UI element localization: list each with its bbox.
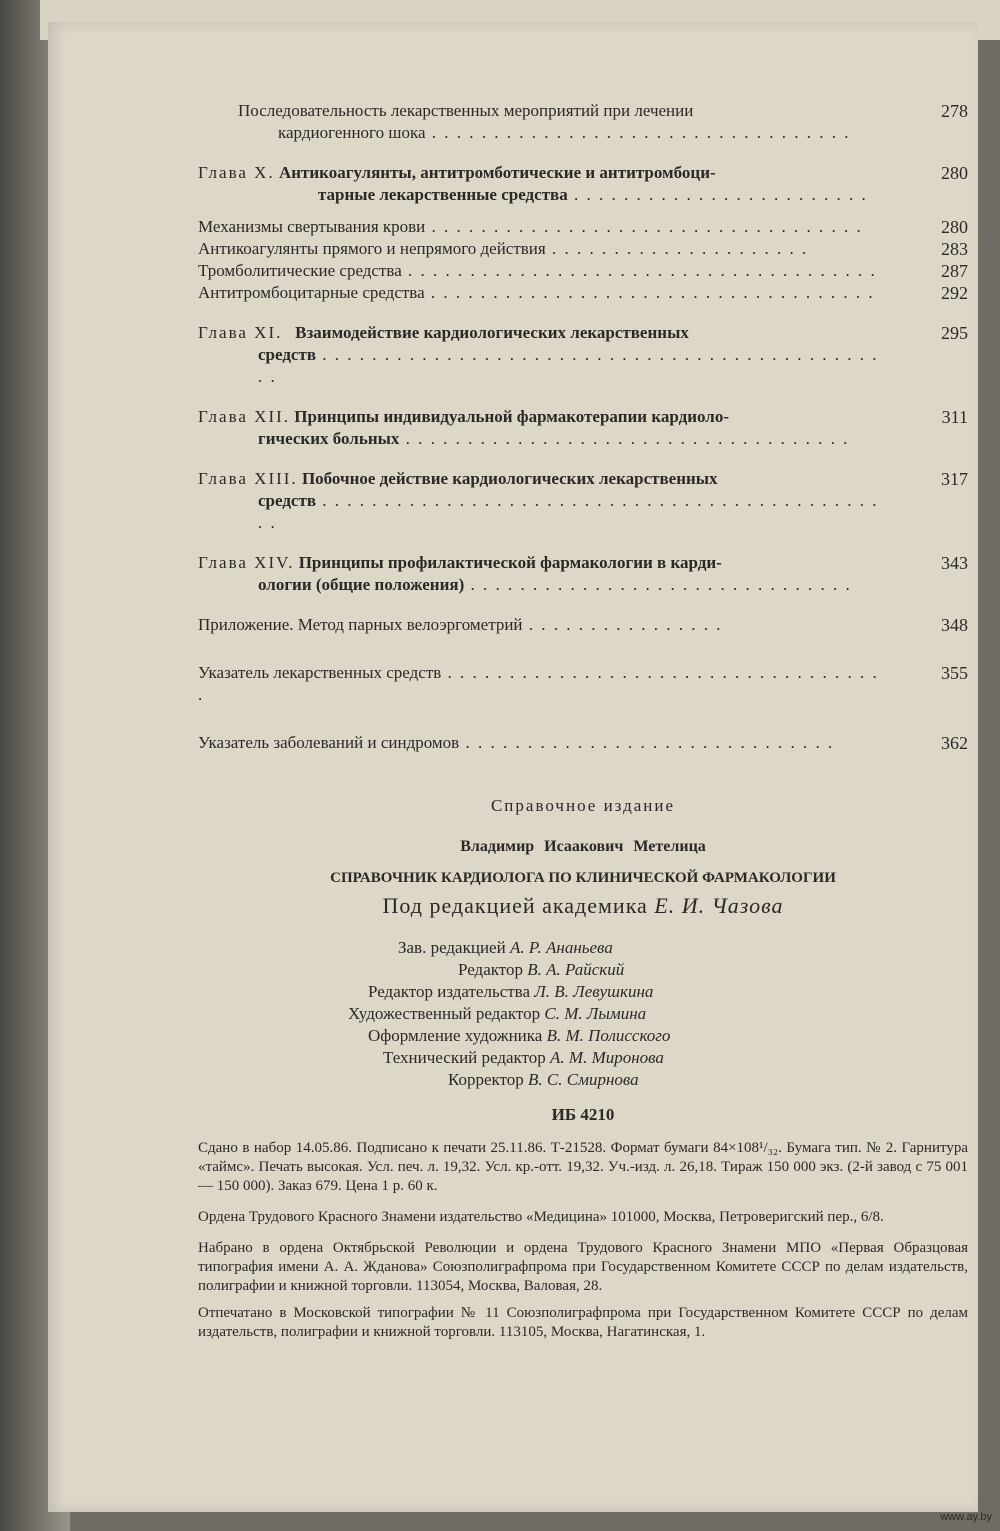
toc-page-number: 355 bbox=[941, 663, 968, 683]
toc-entry-line: Антикоагулянты, антитромботические и антитромбоци- bbox=[278, 163, 716, 182]
imprint bbox=[198, 796, 978, 1342]
toc-entry-line: Побочное действие кардиологических лекарственных bbox=[301, 469, 718, 488]
watermark: www.ay.by bbox=[940, 1511, 992, 1523]
table-of-contents bbox=[198, 100, 978, 754]
editor-name: Е. И. Чазова bbox=[654, 893, 784, 918]
toc-chapter: Глава XII. bbox=[198, 407, 291, 426]
toc-page-number: 280 bbox=[941, 217, 968, 237]
editor-line bbox=[198, 893, 968, 919]
printed-info: Отпечатано в Московской типографии № 11 Союзполиграфпрома при Государственном Комитете СССР по делам издательств, полиграфии и книжной торговли. 113105, Москва, Нагатинская, 1. bbox=[198, 1305, 968, 1340]
credit-line: Редактор издательства Л. В. Левушкина bbox=[368, 982, 654, 1001]
toc-entry-line: гических больных bbox=[258, 429, 400, 448]
ib-number: ИБ 4210 bbox=[551, 1105, 615, 1124]
toc-page-number: 280 bbox=[941, 163, 968, 183]
toc-entry-line: Взаимодействие кардиологических лекарственных bbox=[295, 323, 689, 342]
toc-page-number: 343 bbox=[941, 553, 968, 573]
toc-entry-line: Принципы профилактической фармакологии в карди- bbox=[298, 553, 722, 572]
print-details: Сдано в набор 14.05.86. Подписано к печати 25.11.86. Т-21528. Формат бумаги 84×108¹/₃₂. Бумага тип. № 2. Гарнитура «таймс». Печать высокая. Усл. печ. л. 19,32. Усл. кр.-отт. 19,32. Уч.-изд. л. 26,18. Тираж 150 000 экз. (2-й завод с 75 001 — 150 000). Заказ 679. Цена 1 р. 60 к. bbox=[198, 1140, 968, 1194]
toc-entry-line: средств bbox=[258, 491, 316, 510]
toc-page-number: 283 bbox=[941, 239, 968, 259]
credit-line: Технический редактор А. М. Миронова bbox=[383, 1048, 664, 1067]
toc-entry-line: Приложение. Метод парных велоэргометрий bbox=[198, 615, 523, 634]
credit-line: Оформление художника В. М. Полисского bbox=[368, 1026, 671, 1045]
credit-line: Корректор В. С. Смирнова bbox=[448, 1070, 639, 1089]
toc-entry-line: кардиогенного шока bbox=[278, 123, 426, 142]
toc-entry: Антитромбоцитарные средства . . . . . . . . . . . . . . . . . . . . . . . . . . . . . . . . . . . . 292 bbox=[198, 283, 968, 303]
toc-entry-line: Последовательность лекарственных мероприятий при лечении bbox=[238, 101, 694, 120]
toc-entry-line: средств bbox=[258, 345, 316, 364]
editor-label: Под редакцией академика bbox=[382, 893, 648, 918]
toc-entry: Глава XIII. Побочное действие кардиологических лекарственных средств . . . . . . . . . . . . . . . . . . . . . . . . . . . . . . . . . . . . . . . . . . . . . . . 317 bbox=[198, 469, 968, 532]
toc-chapter: Глава XIII. bbox=[198, 469, 298, 488]
toc-entry: Тромболитические средства . . . . . . . . . . . . . . . . . . . . . . . . . . . . . . . . . . . . . . 287 bbox=[198, 261, 968, 281]
toc-entry-line: Антикоагулянты прямого и непрямого действия bbox=[198, 239, 546, 258]
toc-page-number: 292 bbox=[941, 283, 968, 303]
edition-type: Справочное издание bbox=[490, 796, 676, 815]
toc-chapter: Глава XIV. bbox=[198, 553, 295, 572]
toc-entry: Приложение. Метод парных велоэргометрий . . . . . . . . . . . . . . . . 348 bbox=[198, 615, 968, 635]
page-content bbox=[198, 82, 978, 1342]
toc-page-number: 317 bbox=[941, 469, 968, 489]
toc-page-number: 278 bbox=[941, 101, 968, 121]
book-title: СПРАВОЧНИК КАРДИОЛОГА ПО КЛИНИЧЕСКОЙ ФАРМАКОЛОГИИ bbox=[330, 870, 836, 886]
toc-page-number: 287 bbox=[941, 261, 968, 281]
toc-page-number: 362 bbox=[941, 733, 968, 753]
toc-entry: Глава XIV. Принципы профилактической фармакологии в карди- ологии (общие положения) . . . . . . . . . . . . . . . . . . . . . . . . . . . . . . . 343 bbox=[198, 553, 968, 594]
toc-entry: Антикоагулянты прямого и непрямого действия . . . . . . . . . . . . . . . . . . . . . 283 bbox=[198, 239, 968, 259]
toc-entry-line: Механизмы свертывания крови bbox=[198, 217, 426, 236]
toc-chapter: Глава XI. bbox=[198, 323, 283, 342]
toc-page-number: 311 bbox=[941, 407, 968, 427]
credit-line: Художественный редактор С. М. Лымина bbox=[348, 1004, 647, 1023]
toc-entry-line: Указатель заболеваний и синдромов bbox=[198, 733, 460, 752]
toc-entry: Последовательность лекарственных мероприятий при лечении кардиогенного шока . . . . . . . . . . . . . . . . . . . . . . . . . . . . . . . . . . 278 bbox=[198, 100, 968, 144]
toc-chapter: Глава X. bbox=[198, 163, 275, 182]
toc-entry: Глава X. Антикоагулянты, антитромботические и антитромбоци- тарные лекарственные средства . . . . . . . . . . . . . . . . . . . . . . . . 280 bbox=[198, 163, 968, 204]
toc-entry: Механизмы свертывания крови . . . . . . . . . . . . . . . . . . . . . . . . . . . . . . . . . . . 280 bbox=[198, 217, 968, 237]
toc-page-number: 295 bbox=[941, 323, 968, 343]
credits bbox=[198, 937, 978, 1091]
toc-entry: Указатель лекарственных средств . . . . . . . . . . . . . . . . . . . . . . . . . . . . . . . . . . . . 355 bbox=[198, 663, 968, 704]
typeset-info: Набрано в ордена Октябрьской Революции и ордена Трудового Красного Знамени МПО «Первая Образцовая типография имени А. А. Жданова» Союзполиграфпрома при Государственном Комитете СССР по делам издательств, полиграфии и книжной торговли. 113054, Москва, Валовая, 28. bbox=[198, 1240, 968, 1294]
toc-entry-line: тарные лекарственные средства bbox=[318, 185, 568, 204]
toc-entry-line: Антитромбоцитарные средства bbox=[198, 283, 425, 302]
toc-entry-line: Указатель лекарственных средств bbox=[198, 663, 442, 682]
toc-entry-line: ологии (общие положения) bbox=[258, 575, 465, 594]
credit-line: Зав. редакцией А. Р. Ананьева bbox=[398, 938, 613, 957]
toc-entry-line: Принципы индивидуальной фармакотерапии кардиоло- bbox=[294, 407, 729, 426]
author: Владимир Исаакович Метелица bbox=[460, 838, 706, 855]
toc-entry-line: Тромболитические средства bbox=[198, 261, 402, 280]
toc-entry: Глава XI. Взаимодействие кардиологических лекарственных средств . . . . . . . . . . . . . . . . . . . . . . . . . . . . . . . . . . . . . . . . . . . . . . . 295 bbox=[198, 323, 968, 386]
toc-page-number: 348 bbox=[941, 615, 968, 635]
credit-line: Редактор В. А. Райский bbox=[458, 960, 625, 979]
toc-entry: Указатель заболеваний и синдромов . . . . . . . . . . . . . . . . . . . . . . . . . . . . . . 362 bbox=[198, 733, 968, 753]
book-page bbox=[48, 22, 978, 1512]
toc-entry: Глава XII. Принципы индивидуальной фармакотерапии кардиоло- гических больных . . . . . . . . . . . . . . . . . . . . . . . . . . . . . . . . . . . . 311 bbox=[198, 407, 968, 448]
publisher: Ордена Трудового Красного Знамени издательство «Медицина» 101000, Москва, Петроверигский пер., 6/8. bbox=[198, 1209, 884, 1225]
